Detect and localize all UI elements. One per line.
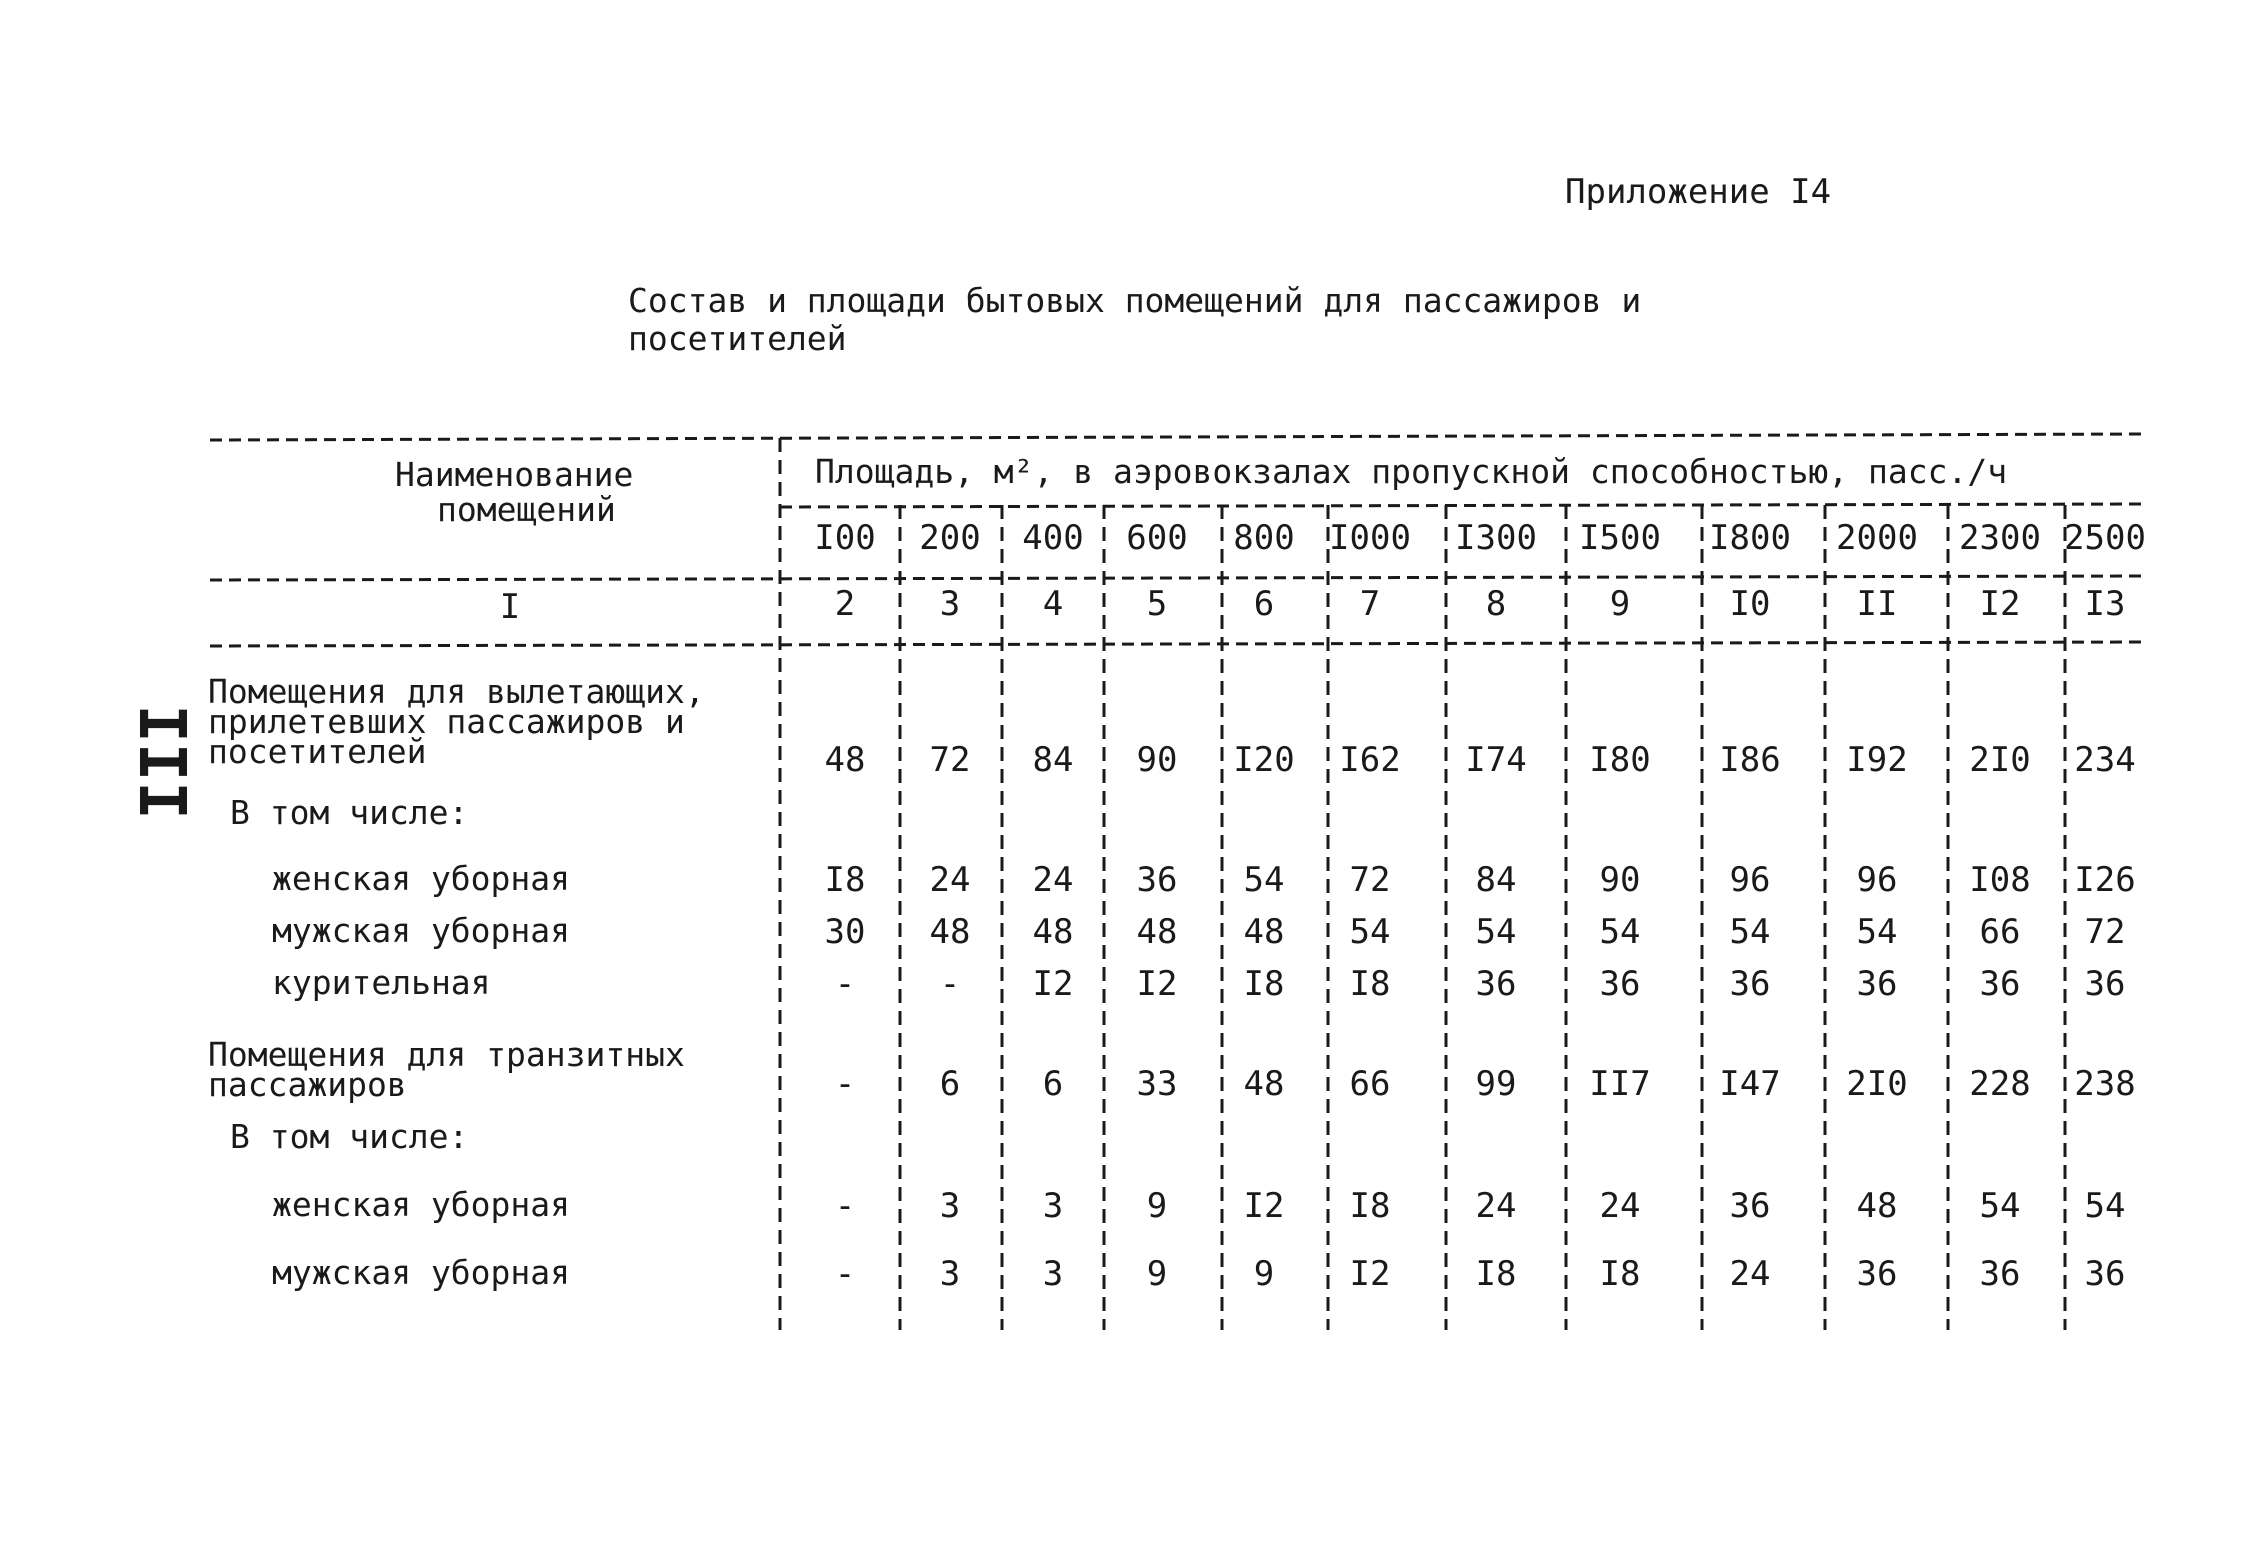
value-cell: 36 <box>2084 964 2126 1004</box>
row-label-line: пассажиров <box>208 1065 407 1104</box>
value-cell: I8 <box>1243 964 1285 1004</box>
rule-top <box>210 434 2145 440</box>
value-cell: I86 <box>1719 740 1781 780</box>
value-cell: - <box>834 964 856 1004</box>
value-cell: 54 <box>1979 1186 2021 1226</box>
value-cell: 24 <box>1475 1186 1517 1226</box>
col-number-cell: 5 <box>1146 584 1168 624</box>
value-cell: 3 <box>939 1186 961 1226</box>
value-cell: I92 <box>1846 740 1908 780</box>
value-cell: II7 <box>1589 1064 1651 1104</box>
value-cell: I8 <box>1599 1254 1641 1294</box>
value-cell: 90 <box>1599 860 1641 900</box>
value-cell: 36 <box>1599 964 1641 1004</box>
value-cell: 24 <box>1599 1186 1641 1226</box>
value-cell: 54 <box>1475 912 1517 952</box>
value-cell: I74 <box>1465 740 1527 780</box>
value-cell: 54 <box>1243 860 1285 900</box>
value-cell: 48 <box>1032 912 1074 952</box>
row-label-line: В том числе: <box>230 1117 469 1156</box>
col-number-cell: 9 <box>1609 584 1631 624</box>
value-cell: 84 <box>1475 860 1517 900</box>
value-cell: 48 <box>1856 1186 1898 1226</box>
value-cell: 48 <box>1243 912 1285 952</box>
value-cell: I8 <box>824 860 866 900</box>
capacity-cell: 400 <box>1022 518 1084 558</box>
value-cell: 3 <box>1042 1186 1064 1226</box>
value-cell: 48 <box>824 740 866 780</box>
capacity-cell: 2500 <box>2064 518 2146 558</box>
value-cell: 33 <box>1136 1064 1178 1104</box>
rule-numbers-bottom <box>210 642 2145 646</box>
value-cell: 90 <box>1136 740 1178 780</box>
value-cell: 72 <box>929 740 971 780</box>
value-cell: 72 <box>1349 860 1391 900</box>
value-cell: I20 <box>1233 740 1295 780</box>
col-number-cell: 8 <box>1485 584 1507 624</box>
value-cell: 54 <box>2084 1186 2126 1226</box>
value-cell: I8 <box>1349 1186 1391 1226</box>
value-cell: 54 <box>1349 912 1391 952</box>
capacity-cell: I500 <box>1579 518 1661 558</box>
title-line-2: посетителей <box>628 319 847 358</box>
value-cell: I62 <box>1339 740 1401 780</box>
value-cell: - <box>834 1064 856 1104</box>
value-cell: 36 <box>2084 1254 2126 1294</box>
value-cell: 24 <box>929 860 971 900</box>
value-cell: I2 <box>1349 1254 1391 1294</box>
value-cell: I26 <box>2074 860 2136 900</box>
col-number-cell: 7 <box>1359 584 1381 624</box>
value-cell: 238 <box>2074 1064 2136 1104</box>
value-cell: I8 <box>1349 964 1391 1004</box>
value-cell: 9 <box>1146 1186 1168 1226</box>
col-number-cell: II <box>1856 584 1898 624</box>
value-cell: 24 <box>1032 860 1074 900</box>
name-col-line-1: Наименование <box>395 455 634 494</box>
rule-capacity <box>780 504 2145 507</box>
value-cell: 36 <box>1475 964 1517 1004</box>
col-number-cell: I <box>499 587 521 627</box>
value-cell: 84 <box>1032 740 1074 780</box>
capacity-cell: I000 <box>1329 518 1411 558</box>
col-number-cell: 6 <box>1253 584 1275 624</box>
capacity-cell: I00 <box>814 518 876 558</box>
value-cell: 24 <box>1729 1254 1771 1294</box>
value-cell: 2I0 <box>1846 1064 1908 1104</box>
area-header: Площадь, м², в аэровокзалах пропускной способностью, пасс./ч <box>815 452 2008 491</box>
col-number-cell: 3 <box>939 584 961 624</box>
value-cell: 96 <box>1856 860 1898 900</box>
capacity-cell: 2300 <box>1959 518 2041 558</box>
value-cell: I08 <box>1969 860 2031 900</box>
value-cell: 3 <box>1042 1254 1064 1294</box>
value-cell: 36 <box>1136 860 1178 900</box>
row-label-line: Помещения для вылетающих, <box>208 672 705 711</box>
capacity-cell: 800 <box>1233 518 1295 558</box>
capacity-cell: 200 <box>919 518 981 558</box>
value-cell: I2 <box>1243 1186 1285 1226</box>
value-cell: 54 <box>1856 912 1898 952</box>
col-number-cell: 2 <box>834 584 856 624</box>
col-number-cell: 4 <box>1042 584 1064 624</box>
row-label-line: Помещения для транзитных <box>208 1035 685 1074</box>
capacity-cell: I800 <box>1709 518 1791 558</box>
row-label-line: женская уборная <box>272 859 571 898</box>
row-label-line: В том числе: <box>230 793 469 832</box>
row-label-line: мужская уборная <box>272 911 571 950</box>
value-cell: 99 <box>1475 1064 1517 1104</box>
col-number-cell: I0 <box>1729 584 1771 624</box>
name-col-line-2: помещений <box>437 490 616 529</box>
row-label-line: прилетевших пассажиров и <box>208 702 685 741</box>
value-cell: I47 <box>1719 1064 1781 1104</box>
value-cell: 66 <box>1349 1064 1391 1104</box>
value-cell: 6 <box>1042 1064 1064 1104</box>
value-cell: I2 <box>1136 964 1178 1004</box>
capacity-cell: 2000 <box>1836 518 1918 558</box>
title-line-1: Состав и площади бытовых помещений для пассажиров и <box>628 281 1642 320</box>
capacity-cell: 600 <box>1126 518 1188 558</box>
value-cell: 3 <box>939 1254 961 1294</box>
value-cell: 2I0 <box>1969 740 2031 780</box>
row-label-line: мужская уборная <box>272 1253 571 1292</box>
capacity-cell: I300 <box>1455 518 1537 558</box>
row-label-line: женская уборная <box>272 1185 571 1224</box>
value-cell: 36 <box>1729 1186 1771 1226</box>
value-cell: 72 <box>2084 912 2126 952</box>
value-cell: 36 <box>1979 1254 2021 1294</box>
value-cell: - <box>834 1186 856 1226</box>
value-cell: 36 <box>1729 964 1771 1004</box>
value-cell: I2 <box>1032 964 1074 1004</box>
value-cell: 48 <box>929 912 971 952</box>
rule-header-bottom <box>210 576 2145 580</box>
value-cell: I80 <box>1589 740 1651 780</box>
value-cell: 36 <box>1856 964 1898 1004</box>
value-cell: 66 <box>1979 912 2021 952</box>
value-cell: 54 <box>1599 912 1641 952</box>
value-cell: 96 <box>1729 860 1771 900</box>
side-mark: III <box>128 704 203 820</box>
value-cell: I8 <box>1475 1254 1517 1294</box>
row-label-line: посетителей <box>208 732 427 771</box>
value-cell: 48 <box>1136 912 1178 952</box>
value-cell: 36 <box>1979 964 2021 1004</box>
appendix-label: Приложение I4 <box>1565 172 1832 212</box>
value-cell: 54 <box>1729 912 1771 952</box>
value-cell: - <box>939 964 961 1004</box>
value-cell: 234 <box>2074 740 2136 780</box>
value-cell: 6 <box>939 1064 961 1104</box>
value-cell: 36 <box>1856 1254 1898 1294</box>
col-number-cell: I3 <box>2084 584 2126 624</box>
value-cell: 30 <box>824 912 866 952</box>
row-label-line: курительная <box>272 963 491 1002</box>
value-cell: - <box>834 1254 856 1294</box>
value-cell: 48 <box>1243 1064 1285 1104</box>
value-cell: 228 <box>1969 1064 2031 1104</box>
value-cell: 9 <box>1146 1254 1168 1294</box>
value-cell: 9 <box>1253 1254 1275 1294</box>
col-number-cell: I2 <box>1979 584 2021 624</box>
